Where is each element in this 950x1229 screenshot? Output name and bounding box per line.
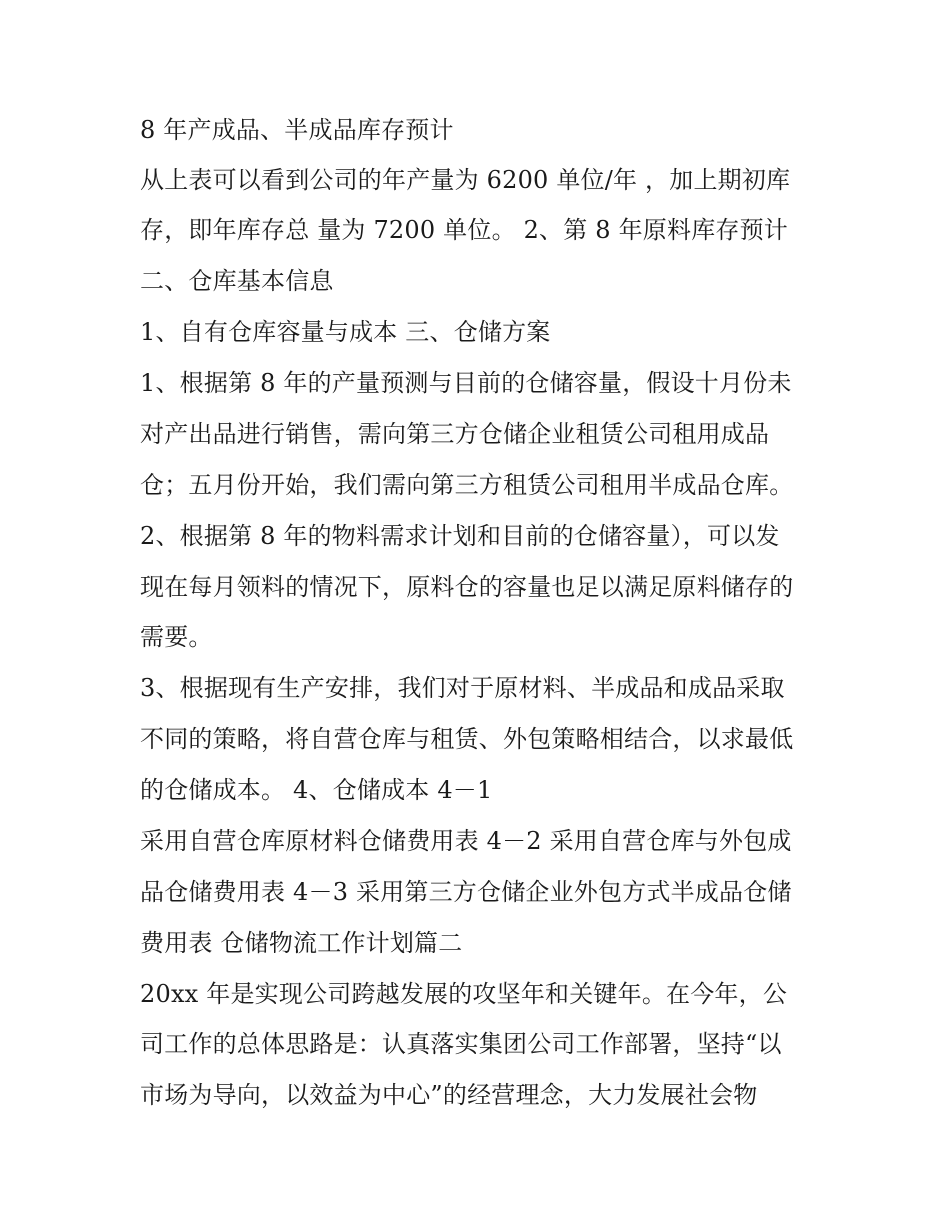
text-line: 20xx 年是实现公司跨越发展的攻坚年和关键年。在今年，公 xyxy=(140,980,788,1008)
text-line: 司工作的总体思路是：认真落实集团公司工作部署，坚持“以 xyxy=(140,1030,782,1058)
text-line: 品仓储费用表 4－3 采用第三方仓储企业外包方式半成品仓储 xyxy=(140,878,792,906)
text-line: 现在每月领料的情况下，原料仓的容量也足以满足原料储存的 xyxy=(140,573,794,601)
text-line: 1、根据第 8 年的产量预测与目前的仓储容量，假设十月份未 xyxy=(140,369,792,397)
text-line: 不同的策略，将自营仓库与租赁、外包策略相结合，以求最低 xyxy=(140,725,794,753)
text-line: 仓；五月份开始，我们需向第三方租赁公司租用半成品仓库。 xyxy=(140,471,794,499)
text-line: 从上表可以看到公司的年产量为 6200 单位/年 ，加上期初库 xyxy=(140,166,791,194)
text-line: 费用表 仓储物流工作计划篇二 xyxy=(140,929,463,957)
text-line: 对产出品进行销售，需向第三方仓储企业租赁公司租用成品 xyxy=(140,420,770,448)
text-line: 需要。 xyxy=(140,623,213,651)
text-line: 市场为导向，以效益为中心”的经营理念，大力发展社会物 xyxy=(140,1081,758,1109)
text-line: 采用自营仓库原材料仓储费用表 4－2 采用自营仓库与外包成 xyxy=(140,827,792,855)
text-line: 8 年产成品、半成品库存预计 xyxy=(140,116,454,144)
text-line: 1、自有仓库容量与成本 三、仓储方案 xyxy=(140,318,551,346)
text-line: 存，即年库存总 量为 7200 单位。 2、第 8 年原料库存预计 xyxy=(140,216,788,244)
section-heading: 二、仓库基本信息 xyxy=(140,267,334,295)
text-line: 2、根据第 8 年的物料需求计划和目前的仓储容量），可以发 xyxy=(140,522,780,550)
text-line: 3、根据现有生产安排，我们对于原材料、半成品和成品采取 xyxy=(140,674,785,702)
text-line: 的仓储成本。 4、仓储成本 4－1 xyxy=(140,776,493,804)
